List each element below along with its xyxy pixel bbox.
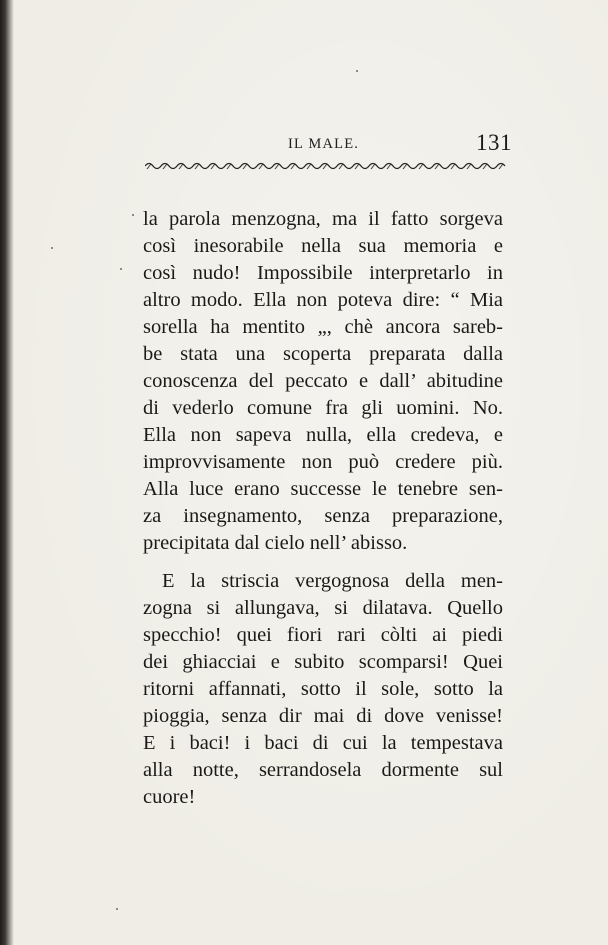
text-line: improvvisamente non può credere più. bbox=[143, 451, 503, 473]
chapter-title: IL MALE. bbox=[288, 136, 360, 152]
text-line: di vederlo comune fra gli uomini. No. bbox=[143, 397, 503, 419]
text-line: Ella non sapeva nulla, ella credeva, e bbox=[143, 424, 503, 446]
text-line: precipitata dal cielo nell’ abisso. bbox=[143, 532, 408, 554]
text-line: altro modo. Ella non poteva dire: “ Mia bbox=[143, 289, 503, 311]
text-line: E la striscia vergognosa della men- bbox=[162, 570, 503, 592]
text-line: specchio! quei fiori rari còlti ai piedi bbox=[143, 624, 503, 646]
page-number: 131 bbox=[476, 130, 512, 155]
text-line: conoscenza del peccato e dall’ abitudine bbox=[143, 370, 503, 392]
text-line: la parola menzogna, ma il fatto sorgeva bbox=[143, 208, 503, 230]
text-line: alla notte, serrandosela dormente sul bbox=[143, 759, 503, 781]
text-line: così inesorabile nella sua memoria e bbox=[143, 235, 503, 257]
text-line: be stata una scoperta preparata dalla bbox=[143, 343, 503, 365]
paper-speck bbox=[51, 247, 53, 249]
text-line: za insegnamento, senza preparazione, bbox=[143, 505, 503, 527]
ornamental-rule bbox=[145, 161, 510, 171]
paper-speck bbox=[116, 908, 118, 910]
paper-speck bbox=[120, 268, 122, 270]
text-line: sorella ha mentito „, chè ancora sareb- bbox=[143, 316, 503, 338]
text-line: cuore! bbox=[143, 786, 196, 808]
paper-speck bbox=[356, 70, 358, 72]
text-line: Alla luce erano successe le tenebre sen- bbox=[143, 478, 503, 500]
running-head bbox=[0, 130, 608, 160]
text-line: pioggia, senza dir mai di dove venisse! bbox=[143, 705, 503, 727]
text-line: dei ghiacciai e subito scomparsi! Quei bbox=[143, 651, 503, 673]
text-line: ritorni affannati, sotto il sole, sotto la bbox=[143, 678, 503, 700]
text-line: così nudo! Impossibile interpretarlo in bbox=[143, 262, 503, 284]
paper-speck bbox=[132, 214, 134, 216]
text-line: zogna si allungava, si dilatava. Quello bbox=[143, 597, 503, 619]
text-line: E i baci! i baci di cui la tempestava bbox=[143, 732, 503, 754]
